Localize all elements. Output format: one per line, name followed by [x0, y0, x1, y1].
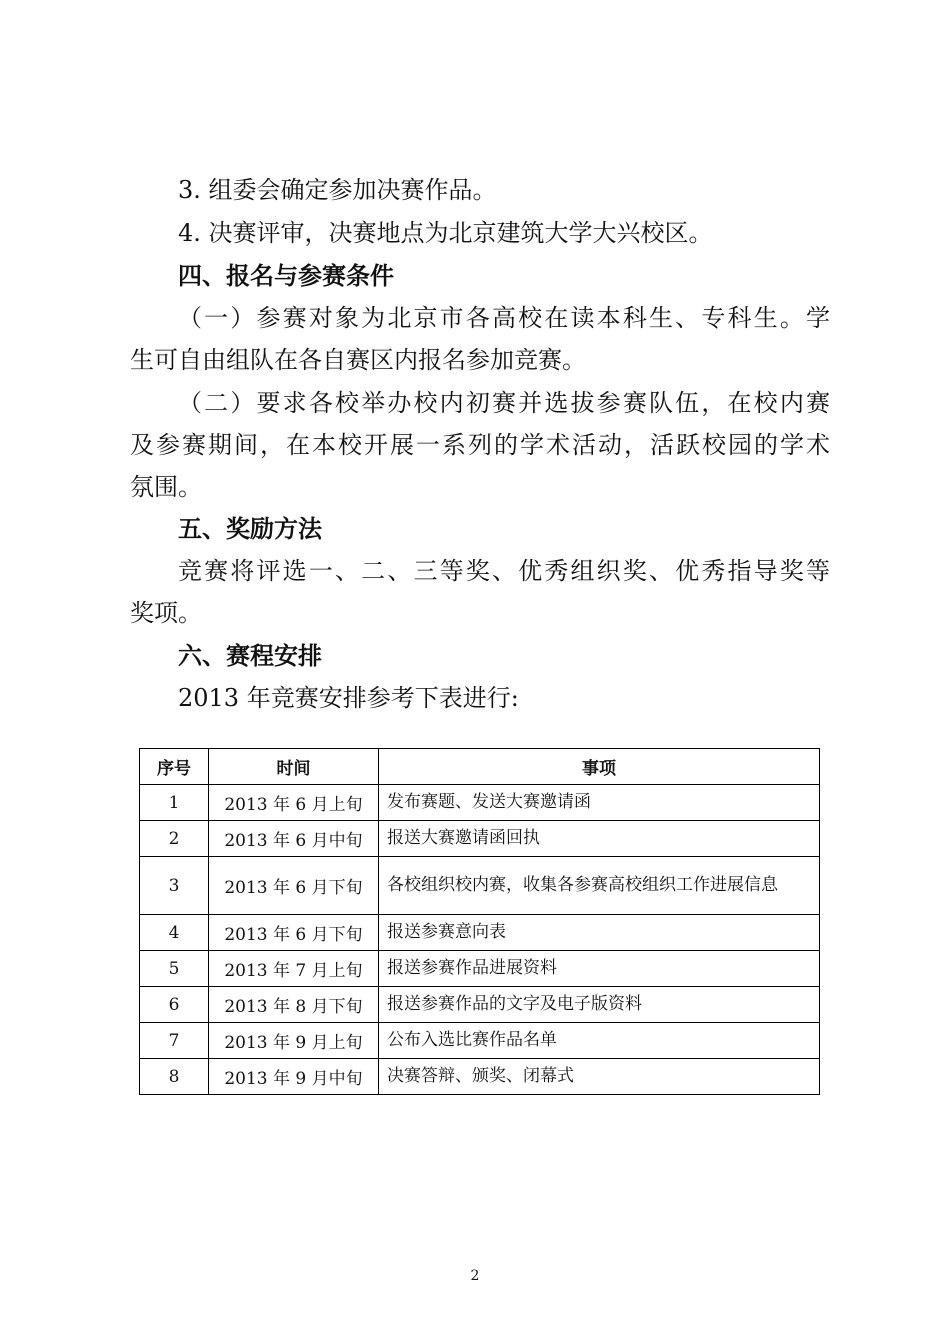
awards-line-1: 竞赛将评选一、二、三等奖、优秀组织奖、优秀指导奖等	[178, 557, 830, 585]
schedule-intro: 2013 年竞赛安排参考下表进行:	[178, 684, 519, 712]
cell-time: 2013 年 9 月中旬	[209, 1059, 379, 1095]
table-header-row	[140, 749, 820, 785]
header-item: 事项	[379, 749, 820, 785]
header-number: 序号	[140, 749, 209, 785]
cell-time: 2013 年 6 月中旬	[209, 821, 379, 857]
header-time: 时间	[209, 749, 379, 785]
cell-time: 2013 年 6 月下旬	[209, 857, 379, 915]
cell-number: 2	[140, 821, 209, 857]
cell-item: 报送参赛作品的文字及电子版资料	[379, 987, 820, 1023]
clause-1-line-2: 生可自由组队在各自赛区内报名参加竞赛。	[130, 346, 586, 374]
section-heading-schedule: 六、赛程安排	[178, 642, 322, 670]
section-heading-registration: 四、报名与参赛条件	[178, 262, 394, 290]
cell-item: 报送参赛作品进展资料	[379, 951, 820, 987]
table-row	[140, 857, 820, 915]
cell-number: 8	[140, 1059, 209, 1095]
cell-time: 2013 年 7 月上旬	[209, 951, 379, 987]
cell-item: 决赛答辩、颁奖、闭幕式	[379, 1059, 820, 1095]
clause-2-line-2: 及参赛期间，在本校开展一系列的学术活动，活跃校园的学术	[130, 431, 830, 459]
cell-number: 5	[140, 951, 209, 987]
clause-2-line-1: （二）要求各校举办校内初赛并选拔参赛队伍，在校内赛	[178, 389, 830, 417]
cell-number: 6	[140, 987, 209, 1023]
table-row	[140, 1023, 820, 1059]
table-row	[140, 915, 820, 951]
cell-item: 公布入选比赛作品名单	[379, 1023, 820, 1059]
awards-line-2: 奖项。	[130, 599, 202, 627]
clause-1-line-1: （一）参赛对象为北京市各高校在读本科生、专科生。学	[178, 304, 830, 332]
schedule-table	[139, 748, 820, 1095]
cell-time: 2013 年 8 月下旬	[209, 987, 379, 1023]
cell-number: 1	[140, 785, 209, 821]
cell-item: 报送参赛意向表	[379, 915, 820, 951]
cell-item: 发布赛题、发送大赛邀请函	[379, 785, 820, 821]
table-row	[140, 1059, 820, 1095]
table-row	[140, 821, 820, 857]
clause-2-line-3: 氛围。	[130, 473, 202, 501]
cell-item: 报送大赛邀请函回执	[379, 821, 820, 857]
table-row	[140, 987, 820, 1023]
cell-number: 4	[140, 915, 209, 951]
cell-number: 7	[140, 1023, 209, 1059]
cell-time: 2013 年 6 月上旬	[209, 785, 379, 821]
paragraph-step-3: 3. 组委会确定参加决赛作品。	[178, 176, 497, 204]
section-heading-awards: 五、奖励方法	[178, 515, 322, 543]
paragraph-step-4: 4. 决赛评审，决赛地点为北京建筑大学大兴校区。	[178, 219, 713, 247]
cell-time: 2013 年 6 月下旬	[209, 915, 379, 951]
page-number: 2	[470, 1268, 480, 1284]
table-row	[140, 785, 820, 821]
cell-item: 各校组织校内赛，收集各参赛高校组织工作进展信息	[379, 857, 820, 915]
table-row	[140, 951, 820, 987]
cell-time: 2013 年 9 月上旬	[209, 1023, 379, 1059]
cell-number: 3	[140, 857, 209, 915]
